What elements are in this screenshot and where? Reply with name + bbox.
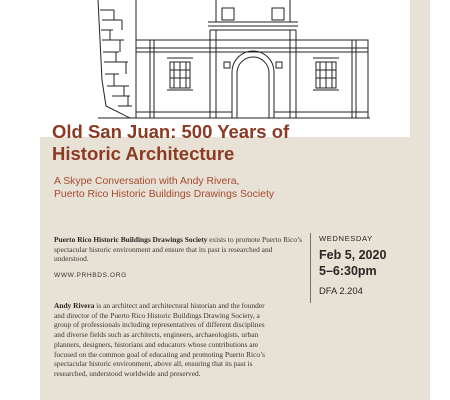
organization-url: WWW.PRHBDS.ORG	[54, 272, 127, 279]
building-illustration	[40, 0, 410, 137]
organization-description	[54, 235, 308, 264]
schedule-block	[319, 234, 429, 297]
event-title-line-1: Old San Juan: 500 Years of	[52, 121, 290, 142]
event-room: DFA 2.204	[319, 285, 363, 296]
speaker-text: is an architect and architectural historian and the founder and director of the Puerto Rico Historic Buildings Drawing Society, a group of professionals including representatives of different disciplines and diverse fields such as architects, engineers, archaeologists, urban planners, designers, historians and educators whose contributions are focused on the common goal of educating and promoting Puerto Rico’s spectacular historic environment, above all, ensuring that its past is researched, understood worldwide and preserved.	[54, 301, 266, 378]
org-text: exists to promote Puerto Rico’s spectacular historic environment and ensure that its past is researched and understood.	[54, 235, 302, 264]
schedule-divider	[310, 233, 311, 303]
building-drawing	[40, 0, 410, 137]
event-subtitle-line-2: Puerto Rico Historic Buildings Drawings Society	[54, 189, 275, 200]
speaker-bio	[54, 301, 266, 379]
speaker-name: Andy Rivera	[54, 301, 95, 310]
event-subtitle-line-1: A Skype Conversation with Andy Rivera,	[54, 176, 240, 187]
event-time: 5–6:30pm	[319, 264, 377, 278]
org-name: Puerto Rico Historic Buildings Drawings Society	[54, 235, 208, 244]
event-date: Feb 5, 2020	[319, 248, 387, 262]
event-title	[52, 121, 392, 165]
event-subtitle	[54, 175, 394, 201]
event-day: WEDNESDAY	[319, 234, 373, 243]
event-title-line-2: Historic Architecture	[52, 143, 235, 164]
org-paragraph	[54, 235, 308, 264]
